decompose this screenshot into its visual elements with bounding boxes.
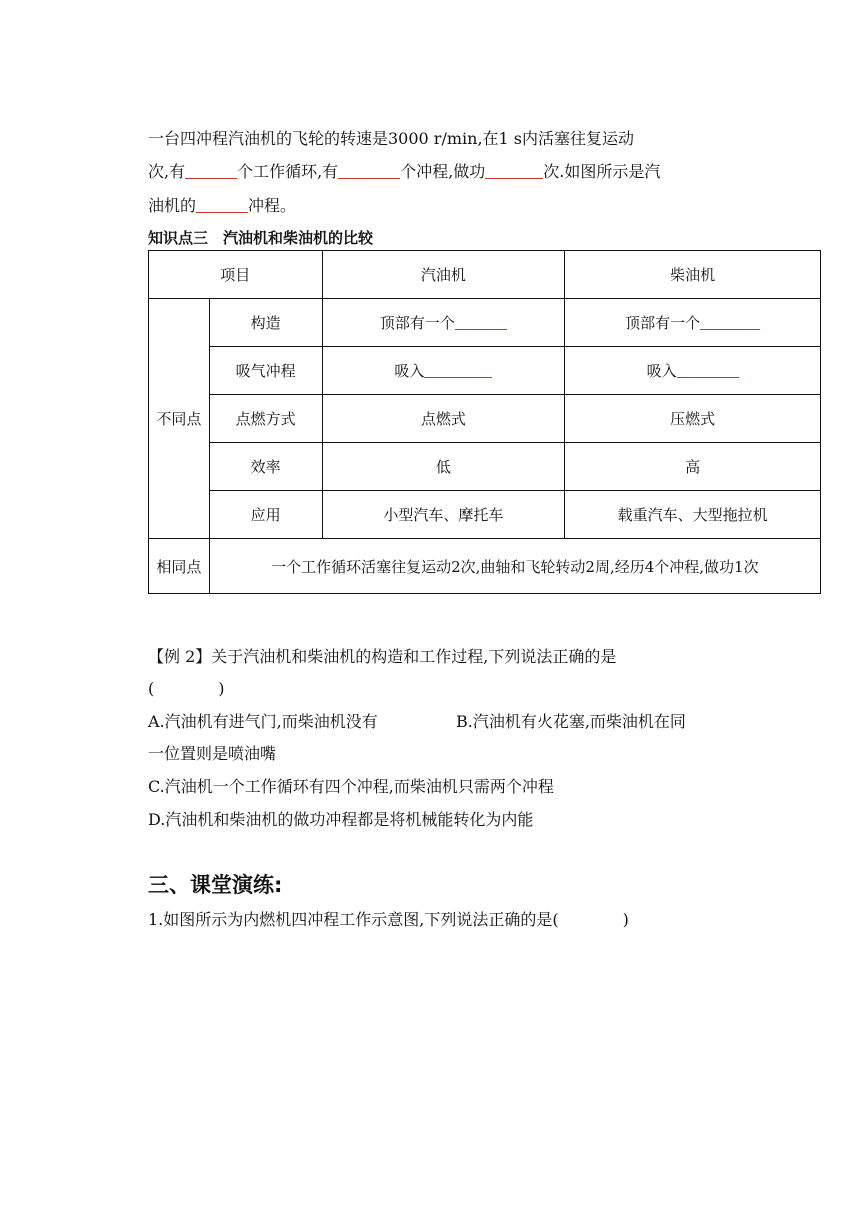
row-label: 效率 xyxy=(209,443,322,491)
intro-text: 油机的 xyxy=(148,196,197,215)
gasoline-cell: 低 xyxy=(322,443,565,491)
answer-blank[interactable] xyxy=(185,162,237,179)
row-label: 应用 xyxy=(209,491,322,539)
table-row xyxy=(149,443,821,491)
row-label: 构造 xyxy=(209,299,322,347)
header-diesel: 柴油机 xyxy=(565,251,821,299)
option-b: B.汽油机有火花塞,而柴油机在同 xyxy=(456,712,686,731)
diff-label: 不同点 xyxy=(149,299,210,539)
header-item: 项目 xyxy=(149,251,323,299)
question-1: 1.如图所示为内燃机四冲程工作示意图,下列说法正确的是( ) xyxy=(148,910,629,929)
header-gasoline: 汽油机 xyxy=(322,251,565,299)
answer-blank[interactable] xyxy=(485,162,543,179)
intro-line-3 xyxy=(148,196,296,216)
example-stem: 【例 2】关于汽油机和柴油机的构造和工作过程,下列说法正确的是 xyxy=(148,647,617,666)
row-label: 点燃方式 xyxy=(209,395,322,443)
example-paren: ( ) xyxy=(148,679,225,698)
same-text: 一个工作循环活塞往复运动2次,曲轴和飞轮转动2周,经历4个冲程,做功1次 xyxy=(209,539,820,594)
intro-text: 个冲程,做功 xyxy=(400,162,486,181)
gasoline-cell: 小型汽车、摩托车 xyxy=(322,491,565,539)
intro-line-1: 一台四冲程汽油机的飞轮的转速是3000 r/min,在1 s内活塞往复运动 xyxy=(148,129,635,148)
cell-text: 顶部有一个 xyxy=(625,314,701,332)
diesel-cell xyxy=(565,299,821,347)
cell-text: 吸入 xyxy=(394,362,425,380)
table-row xyxy=(149,299,821,347)
intro-text: 冲程。 xyxy=(248,196,297,215)
answer-blank[interactable] xyxy=(196,196,248,213)
practice-heading: 三、课堂演练: xyxy=(148,873,283,897)
diesel-cell xyxy=(565,347,821,395)
answer-blank[interactable] xyxy=(455,313,507,330)
diesel-cell: 高 xyxy=(565,443,821,491)
row-label: 吸气冲程 xyxy=(209,347,322,395)
answer-blank[interactable] xyxy=(338,162,400,179)
intro-text: 次,有 xyxy=(148,162,186,181)
gasoline-cell xyxy=(322,299,565,347)
gasoline-cell xyxy=(322,347,565,395)
diesel-cell: 压燃式 xyxy=(565,395,821,443)
intro-text: 次.如图所示是汽 xyxy=(543,162,661,181)
table-row xyxy=(149,395,821,443)
answer-blank[interactable] xyxy=(424,361,492,378)
comparison-table xyxy=(148,250,821,594)
option-c: C.汽油机一个工作循环有四个冲程,而柴油机只需两个冲程 xyxy=(148,777,554,796)
option-d: D.汽油机和柴油机的做功冲程都是将机械能转化为内能 xyxy=(148,810,534,829)
answer-blank[interactable] xyxy=(677,361,739,378)
intro-line-2 xyxy=(148,162,660,182)
same-label: 相同点 xyxy=(149,539,210,594)
option-b-cont: 一位置则是喷油嘴 xyxy=(148,744,277,763)
option-a: A.汽油机有进气门,而柴油机没有 xyxy=(148,712,378,731)
section-heading: 知识点三 汽油机和柴油机的比较 xyxy=(148,229,374,247)
cell-text: 顶部有一个 xyxy=(379,314,455,332)
table-row xyxy=(149,347,821,395)
diesel-cell: 载重汽车、大型拖拉机 xyxy=(565,491,821,539)
gasoline-cell: 点燃式 xyxy=(322,395,565,443)
table-header-row xyxy=(149,251,821,299)
table-row xyxy=(149,491,821,539)
intro-text: 个工作循环,有 xyxy=(237,162,339,181)
answer-blank[interactable] xyxy=(700,313,760,330)
table-row xyxy=(149,539,821,594)
cell-text: 吸入 xyxy=(646,362,677,380)
